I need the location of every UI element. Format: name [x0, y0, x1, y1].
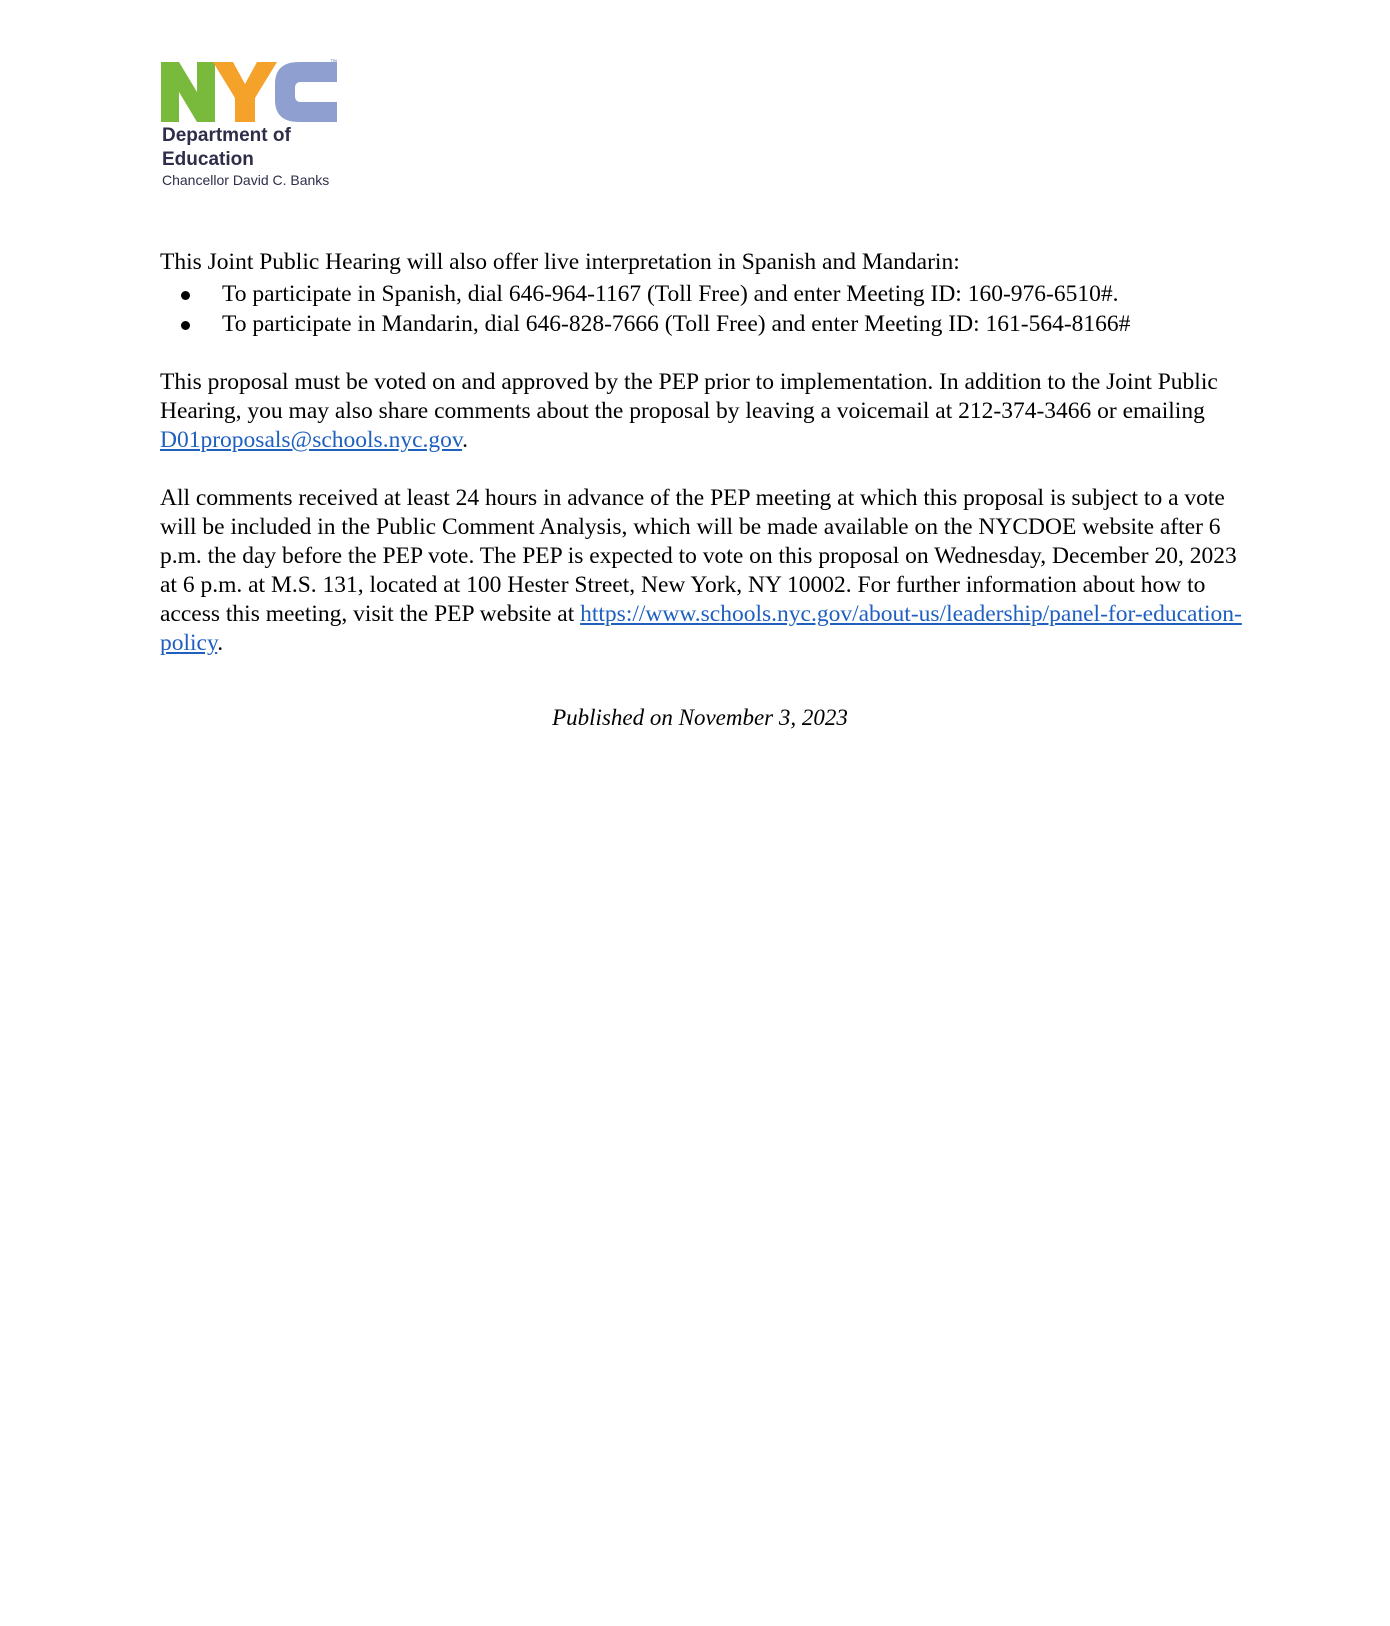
- logo-letter-n: [161, 62, 215, 122]
- nyc-logo-mark: [161, 62, 337, 122]
- nyc-doe-logo: [161, 59, 351, 192]
- logo-chancellor-name: Chancellor David C. Banks: [162, 172, 330, 188]
- list-item: [160, 279, 1270, 309]
- pep-website-link[interactable]: https://www.schools.nyc.gov/about-us/leadership/panel-for-education-policy: [160, 601, 1242, 656]
- vote-text: All comments received at least 24 hours in advance of the PEP meeting at which this proposal is subject to a vote will be included in the Public Comment Analysis, which will be made available on the NYCDOE website after 6 p.m. the day before the PEP vote. The PEP is expected to vote on this proposal on Wednesday, December 20, 2023 at 6 p.m. at M.S. 131, located at 100 Hester Street, New York, NY 10002. For further information about how to access this meeting, visit the PEP website at: [160, 485, 1237, 627]
- bullet-icon: [181, 291, 190, 300]
- logo-department-name: [162, 124, 291, 172]
- published-date: Published on November 3, 2023: [552, 705, 848, 730]
- proposals-email-link[interactable]: D01proposals@schools.nyc.gov: [160, 427, 463, 453]
- logo-letter-y: [213, 62, 277, 122]
- interpretation-list: [160, 279, 1270, 339]
- logo-letter-c: [275, 62, 337, 122]
- spanish-dial-in: To participate in Spanish, dial 646-964-1167 (Toll Free) and enter Meeting ID: 160-976-6510#.: [222, 281, 1119, 307]
- bullet-icon: [181, 321, 190, 330]
- vote-text-end: .: [217, 630, 224, 656]
- logo-department-line2: Education: [162, 149, 254, 170]
- comments-text-end: .: [462, 427, 468, 453]
- interpretation-intro: This Joint Public Hearing will also offer live interpretation in Spanish and Mandarin:: [160, 249, 960, 275]
- vote-paragraph: [160, 484, 1250, 658]
- comments-text: This proposal must be voted on and approved by the PEP prior to implementation. In addition to the Joint Public Hearing, you may also share comments about the proposal by leaving a voicemail at 212-374-3466 or emailing: [160, 369, 1218, 424]
- list-item: [160, 309, 1270, 339]
- comments-paragraph: [160, 368, 1250, 455]
- logo-trademark: ™: [330, 59, 337, 66]
- mandarin-dial-in: To participate in Mandarin, dial 646-828-7666 (Toll Free) and enter Meeting ID: 161-564-8166#: [222, 311, 1131, 337]
- logo-department-line1: Department of: [162, 125, 291, 146]
